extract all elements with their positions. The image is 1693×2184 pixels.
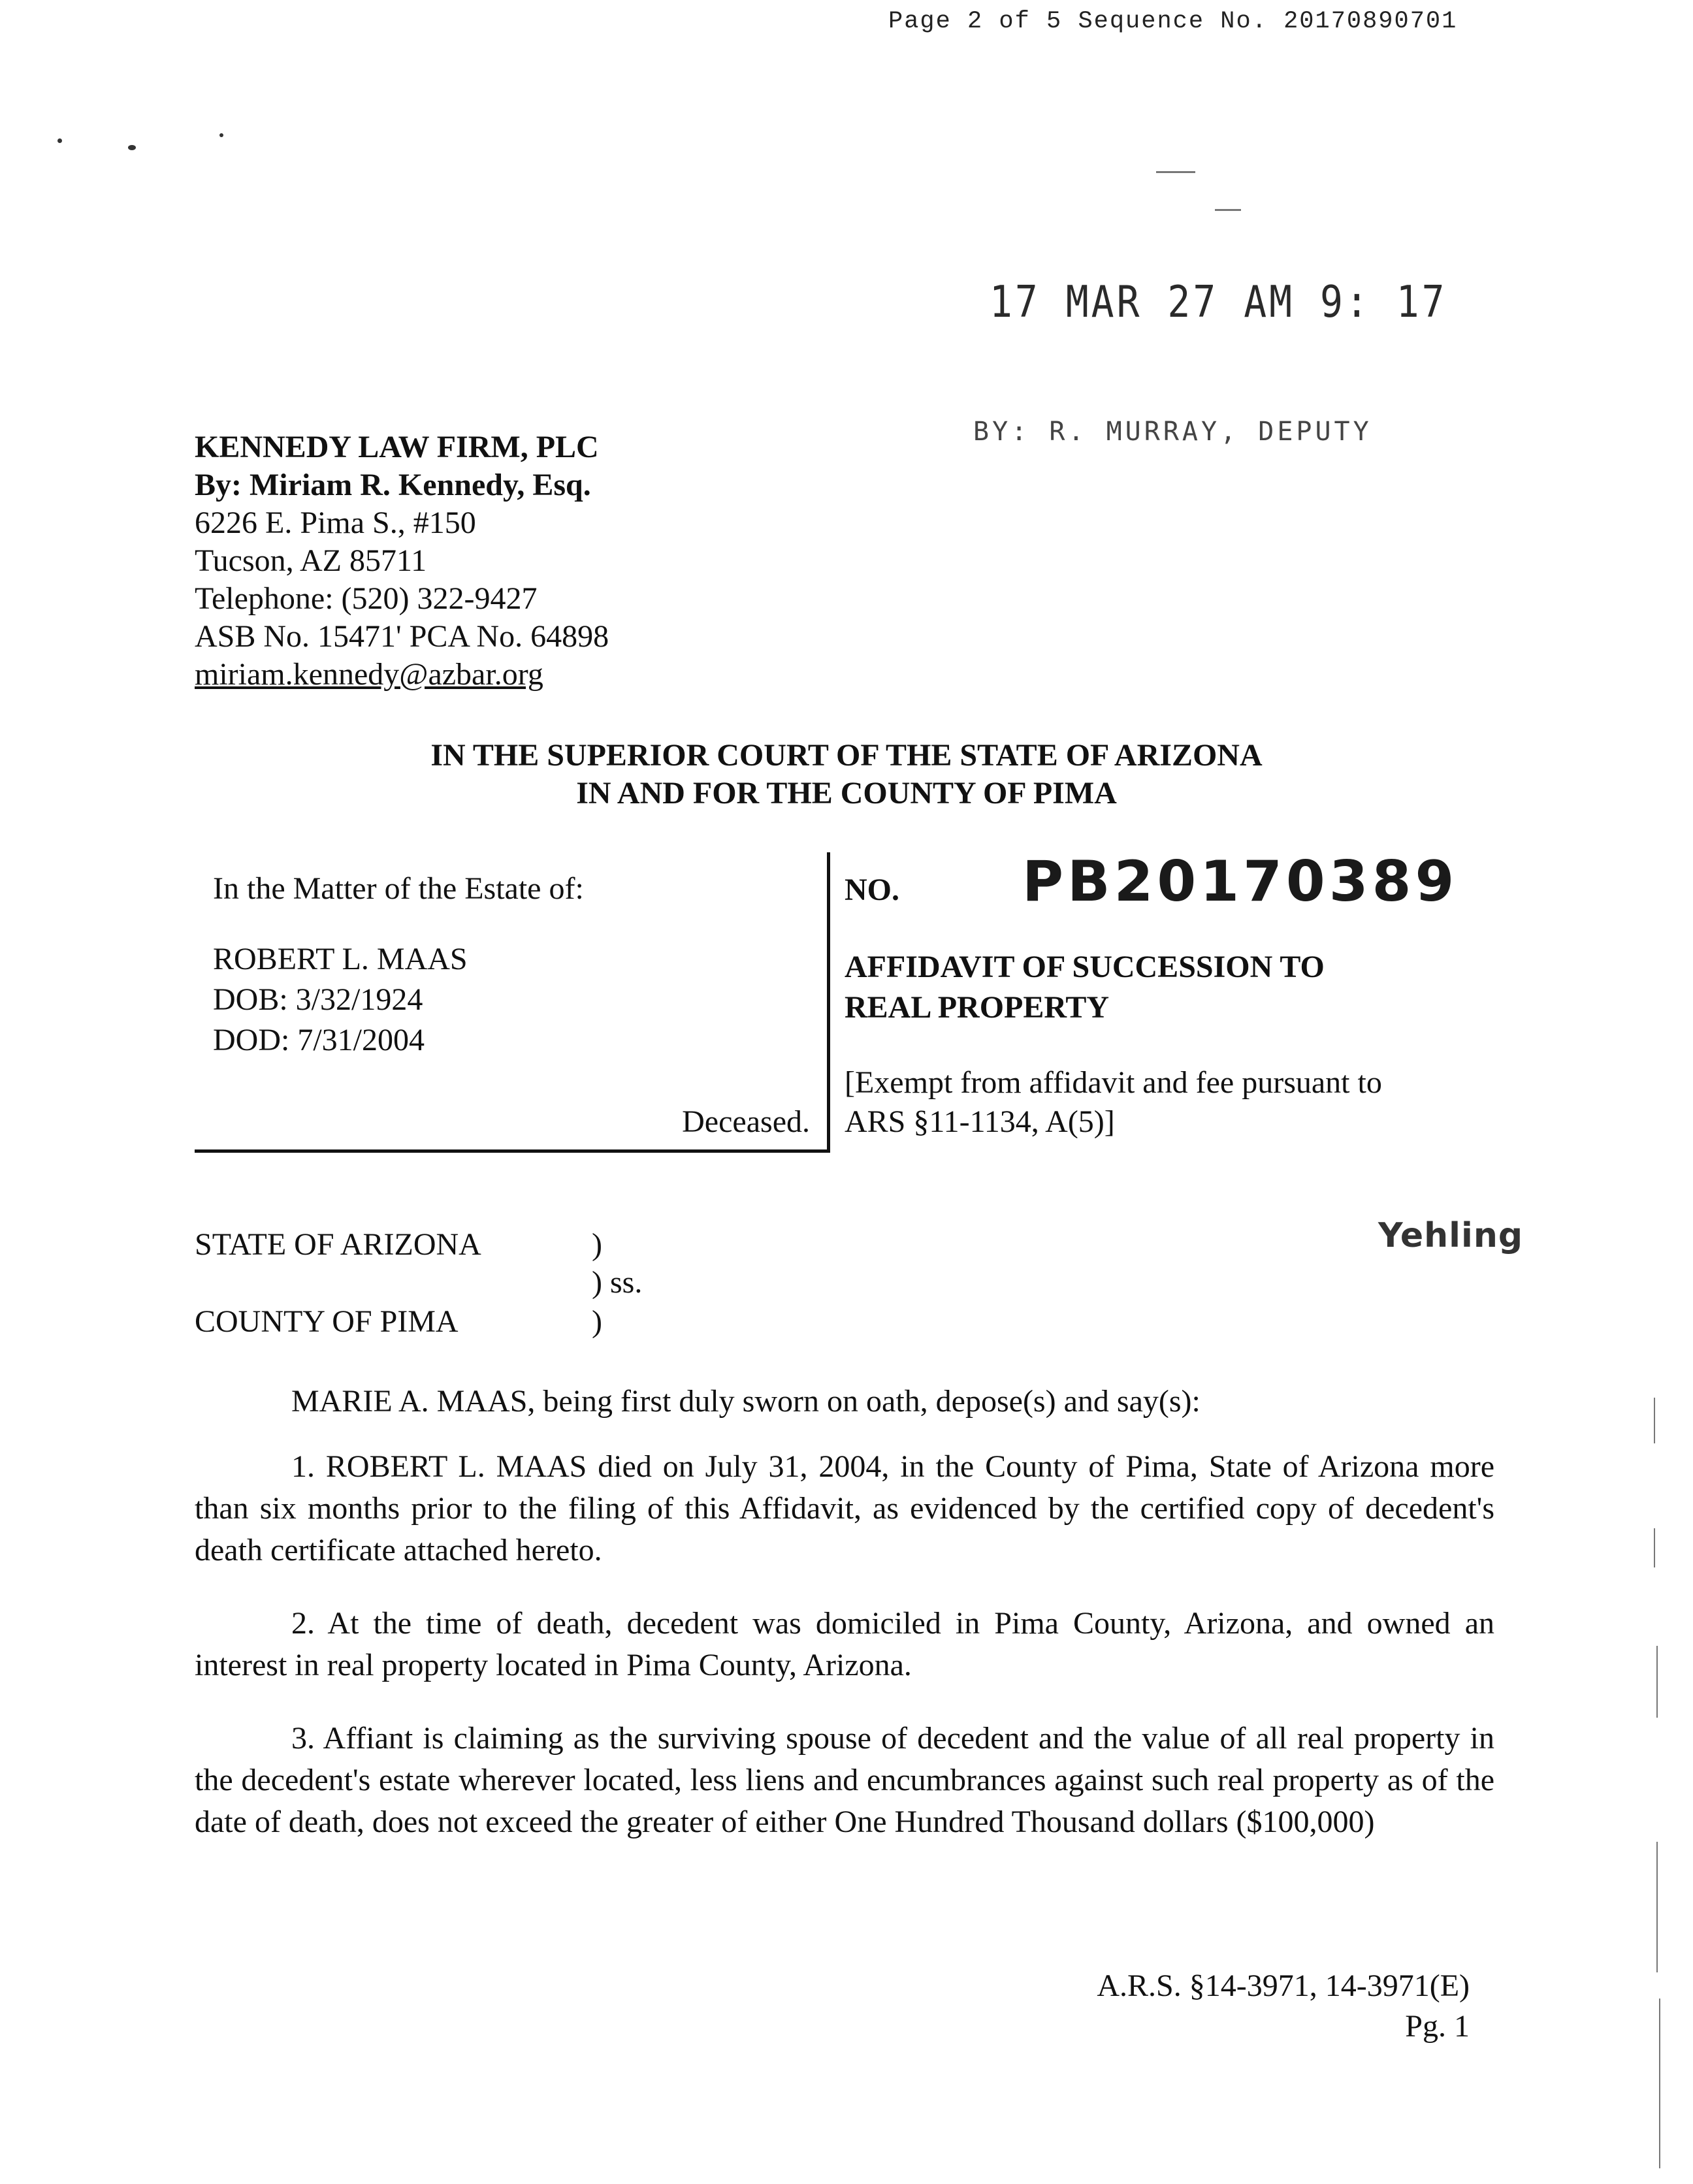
paragraph-1: 1. ROBERT L. MAAS died on July 31, 2004, in the County of Pima, State of Arizona more than six months prior to the filing of this Affidavit, as evidenced by the certified copy of decedent's death certificate attached hereto. xyxy=(195,1449,1494,1567)
attorney-email: miriam.kennedy@azbar.org xyxy=(195,657,543,692)
scan-speck xyxy=(128,145,136,150)
scan-mark xyxy=(1156,171,1195,173)
matter-label: In the Matter of the Estate of: xyxy=(213,871,584,906)
telephone: Telephone: (520) 322-9427 xyxy=(195,581,538,616)
decedent-dod: DOD: 7/31/2004 xyxy=(213,1023,425,1057)
exempt-line-2: ARS §11-1134, A(5)] xyxy=(845,1104,1115,1139)
scan-speck xyxy=(57,138,62,143)
page-sequence-header: Page 2 of 5 Sequence No. 20170890701 xyxy=(888,8,1458,35)
attorney-name: By: Miriam R. Kennedy, Esq. xyxy=(195,468,591,502)
exempt-line-1: [Exempt from affidavit and fee pursuant to xyxy=(845,1065,1382,1100)
court-line-1: IN THE SUPERIOR COURT OF THE STATE OF ARIZONA xyxy=(430,738,1263,773)
venue-paren: ) xyxy=(592,1304,602,1339)
caption-divider xyxy=(827,852,830,1153)
handwritten-annotation: Yehling xyxy=(1378,1216,1524,1255)
title-line-1: AFFIDAVIT OF SUCCESSION TO xyxy=(845,950,1325,984)
scan-speck xyxy=(219,133,223,137)
scan-mark xyxy=(1654,1528,1655,1567)
case-number-stamp: PB20170389 xyxy=(1022,849,1459,914)
scan-mark xyxy=(1656,1842,1658,1972)
case-number-label: NO. xyxy=(845,873,899,907)
bar-number: ASB No. 15471' PCA No. 64898 xyxy=(195,619,609,654)
paragraph-2: 2. At the time of death, decedent was domiciled in Pima County, Arizona, and owned an interest in real property located in Pima County, Arizona. xyxy=(195,1606,1494,1682)
scan-mark xyxy=(1215,209,1241,211)
court-line-2: IN AND FOR THE COUNTY OF PIMA xyxy=(576,776,1117,811)
caption-estate xyxy=(213,869,584,1061)
decedent-dob: DOB: 3/32/1924 xyxy=(213,982,423,1017)
venue-state: STATE OF ARIZONA xyxy=(195,1227,481,1262)
scan-mark xyxy=(1656,1646,1658,1718)
page-number: Pg. 1 xyxy=(1405,2009,1470,2044)
title-line-2: REAL PROPERTY xyxy=(845,990,1110,1025)
deceased-label: Deceased. xyxy=(682,1104,810,1139)
scan-mark xyxy=(1659,1999,1660,2168)
affiant-intro: MARIE A. MAAS, being first duly sworn on oath, depose(s) and say(s): xyxy=(291,1384,1201,1419)
statute-reference: A.R.S. §14-3971, 14-3971(E) xyxy=(1097,1968,1470,2003)
address-line-2: Tucson, AZ 85711 xyxy=(195,543,427,578)
caption-divider xyxy=(195,1149,830,1153)
exemption-note xyxy=(845,1063,1382,1142)
scan-mark xyxy=(1654,1398,1655,1443)
firm-name: KENNEDY LAW FIRM, PLC xyxy=(195,430,599,464)
filing-stamp-datetime: 17 MAR 27 AM 9: 17 xyxy=(990,276,1447,328)
address-line-1: 6226 E. Pima S., #150 xyxy=(195,506,476,540)
decedent-name: ROBERT L. MAAS xyxy=(213,942,468,976)
court-heading xyxy=(0,737,1693,812)
filing-stamp-clerk: BY: R. MURRAY, DEPUTY xyxy=(973,417,1372,447)
venue-ss: ) ss. xyxy=(592,1265,643,1300)
attorney-block xyxy=(195,428,609,694)
paragraph-3: 3. Affiant is claiming as the surviving spouse of decedent and the value of all real property in the decedent's estate wherever located, less liens and encumbrances against such real property as of the date of death, does not exceed the greater of either One Hundred Thousand dollars ($100,000) xyxy=(195,1721,1494,1839)
document-title xyxy=(845,947,1325,1028)
venue-paren: ) xyxy=(592,1227,602,1262)
venue-county: COUNTY OF PIMA xyxy=(195,1304,459,1339)
page-footer xyxy=(1097,1966,1470,2047)
